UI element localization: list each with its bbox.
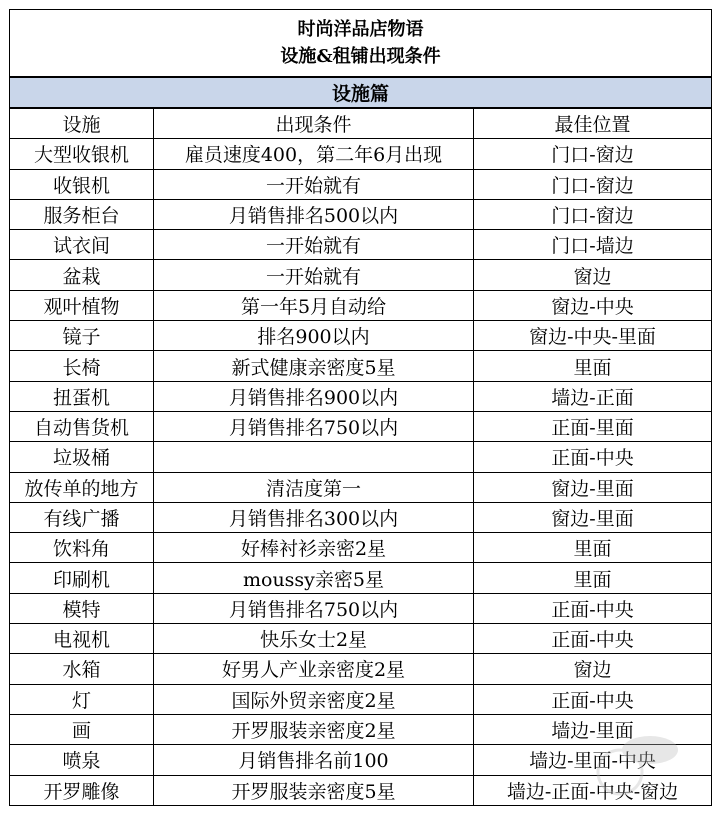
cell-facility: 灯 [10, 684, 154, 714]
cell-condition: 月销售排名750以内 [154, 411, 474, 441]
cell-position: 门口-窗边 [474, 169, 712, 199]
cell-condition: 新式健康亲密度5星 [154, 351, 474, 381]
cell-condition: moussy亲密5星 [154, 563, 474, 593]
table-row [10, 260, 712, 290]
cell-facility: 镜子 [10, 321, 154, 351]
table-row [10, 624, 712, 654]
cell-facility: 画 [10, 714, 154, 744]
table-row [10, 290, 712, 320]
cell-position: 里面 [474, 533, 712, 563]
cell-facility: 盆栽 [10, 260, 154, 290]
cell-condition: 好棒衬衫亲密2星 [154, 533, 474, 563]
table-row [10, 745, 712, 775]
table-row [10, 472, 712, 502]
cell-position: 窗边-中央 [474, 290, 712, 320]
cell-condition: 快乐女士2星 [154, 624, 474, 654]
table-row [10, 442, 712, 472]
cell-position: 门口-窗边 [474, 139, 712, 169]
cell-position: 窗边 [474, 260, 712, 290]
cell-position: 正面-中央 [474, 624, 712, 654]
cell-position: 墙边-里面 [474, 714, 712, 744]
cell-condition: 月销售排名900以内 [154, 381, 474, 411]
column-header-condition: 出现条件 [154, 108, 474, 139]
cell-position: 正面-中央 [474, 442, 712, 472]
cell-condition: 好男人产业亲密度2星 [154, 654, 474, 684]
table-row [10, 199, 712, 229]
table-row [10, 381, 712, 411]
table-header-row [10, 108, 712, 139]
spreadsheet [9, 9, 711, 806]
cell-position: 窗边-里面 [474, 472, 712, 502]
cell-position: 墙边-正面 [474, 381, 712, 411]
cell-condition: 月销售排名300以内 [154, 502, 474, 532]
table-row [10, 533, 712, 563]
cell-position: 正面-里面 [474, 411, 712, 441]
cell-facility: 水箱 [10, 654, 154, 684]
cell-position: 里面 [474, 351, 712, 381]
cell-condition: 雇员速度400，第二年6月出现 [154, 139, 474, 169]
column-header-facility: 设施 [10, 108, 154, 139]
table-row [10, 684, 712, 714]
cell-position: 正面-中央 [474, 593, 712, 623]
title-line-1: 时尚洋品店物语 [297, 19, 424, 40]
cell-facility: 自动售货机 [10, 411, 154, 441]
cell-condition: 月销售排名750以内 [154, 593, 474, 623]
cell-position: 里面 [474, 563, 712, 593]
title-cell [10, 10, 712, 78]
cell-condition: 一开始就有 [154, 260, 474, 290]
cell-condition: 一开始就有 [154, 230, 474, 260]
cell-facility: 收银机 [10, 169, 154, 199]
cell-condition: 月销售排名前100 [154, 745, 474, 775]
title-line-2: 设施&租铺出现条件 [280, 46, 441, 67]
cell-condition: 一开始就有 [154, 169, 474, 199]
cell-facility: 长椅 [10, 351, 154, 381]
cell-facility: 有线广播 [10, 502, 154, 532]
cell-facility: 服务柜台 [10, 199, 154, 229]
cell-facility: 大型收银机 [10, 139, 154, 169]
cell-facility: 电视机 [10, 624, 154, 654]
table-row [10, 563, 712, 593]
facility-table [9, 9, 712, 806]
cell-condition: 开罗服装亲密度2星 [154, 714, 474, 744]
cell-condition: 月销售排名500以内 [154, 199, 474, 229]
cell-position: 正面-中央 [474, 684, 712, 714]
cell-position: 门口-墙边 [474, 230, 712, 260]
table-row [10, 593, 712, 623]
section-header: 设施篇 [10, 77, 712, 108]
cell-facility: 观叶植物 [10, 290, 154, 320]
cell-facility: 饮料角 [10, 533, 154, 563]
table-row [10, 411, 712, 441]
cell-facility: 扭蛋机 [10, 381, 154, 411]
table-row [10, 654, 712, 684]
cell-position: 窗边-中央-里面 [474, 321, 712, 351]
cell-facility: 开罗雕像 [10, 775, 154, 805]
table-row [10, 230, 712, 260]
column-header-position: 最佳位置 [474, 108, 712, 139]
cell-facility: 垃圾桶 [10, 442, 154, 472]
cell-condition: 排名900以内 [154, 321, 474, 351]
cell-position: 门口-窗边 [474, 199, 712, 229]
cell-facility: 模特 [10, 593, 154, 623]
table-row [10, 775, 712, 805]
table-row [10, 169, 712, 199]
cell-condition: 第一年5月自动给 [154, 290, 474, 320]
cell-facility: 试衣间 [10, 230, 154, 260]
table-row [10, 321, 712, 351]
cell-facility: 喷泉 [10, 745, 154, 775]
cell-condition: 国际外贸亲密度2星 [154, 684, 474, 714]
cell-position: 墙边-正面-中央-窗边 [474, 775, 712, 805]
cell-condition [154, 442, 474, 472]
cell-facility: 印刷机 [10, 563, 154, 593]
table-row [10, 502, 712, 532]
cell-position: 窗边-里面 [474, 502, 712, 532]
table-row [10, 714, 712, 744]
cell-position: 墙边-里面-中央 [474, 745, 712, 775]
table-row [10, 139, 712, 169]
cell-position: 窗边 [474, 654, 712, 684]
cell-condition: 开罗服装亲密度5星 [154, 775, 474, 805]
table-row [10, 351, 712, 381]
cell-condition: 清洁度第一 [154, 472, 474, 502]
cell-facility: 放传单的地方 [10, 472, 154, 502]
